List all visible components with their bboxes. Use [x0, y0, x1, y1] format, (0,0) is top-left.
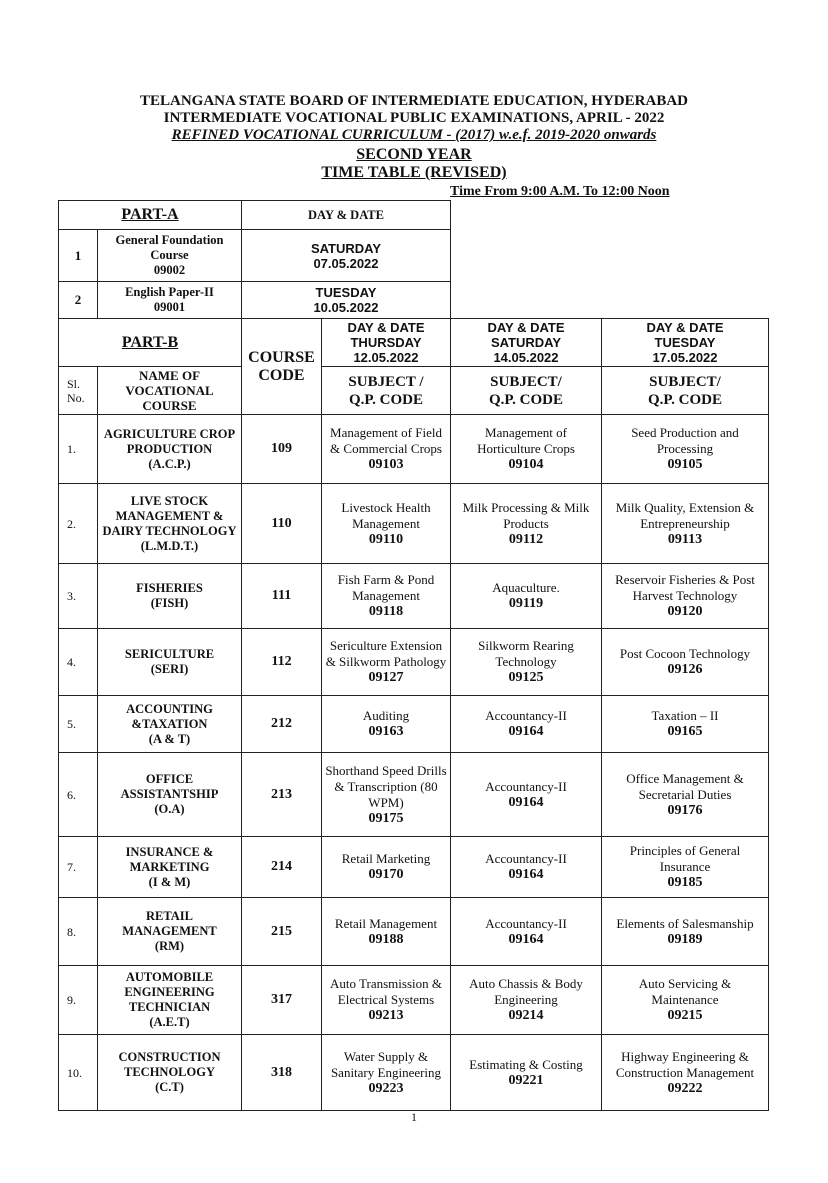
subject-cell	[602, 415, 769, 484]
subject-cell	[451, 629, 602, 696]
course-name	[98, 564, 242, 629]
table-row	[59, 564, 769, 629]
subject-name: Office Management & Secretarial Duties	[626, 770, 744, 802]
subject-header: SUBJECT/ Q.P. CODE	[451, 367, 602, 415]
part-b-table	[58, 318, 769, 1111]
qp-code: 09221	[508, 1072, 544, 1088]
table-row	[59, 629, 769, 696]
course-name	[98, 753, 242, 837]
course-code: 318	[242, 1035, 322, 1111]
sl-no: 2	[59, 282, 98, 319]
sl-no: 10.	[59, 1035, 98, 1111]
course-abbr: (O.A)	[154, 802, 185, 816]
course-name	[98, 415, 242, 484]
sl-no: 6.	[59, 753, 98, 837]
subject-cell	[322, 753, 451, 837]
qp-code: 09164	[508, 794, 544, 810]
course-code: 112	[242, 629, 322, 696]
subject-name: Elements of Salesmanship	[616, 915, 754, 931]
qp-code: 09185	[667, 875, 703, 890]
qp-code: 09104	[508, 457, 544, 472]
subject-name: Sericulture Extension & Silkworm Pathology	[325, 638, 447, 669]
course-abbr: (RM)	[154, 939, 185, 953]
course-abbr: (SERI)	[150, 662, 189, 676]
course-name	[98, 837, 242, 898]
subject-name: Post Cocoon Technology	[619, 646, 751, 661]
timetable-title: TIME TABLE (REVISED)	[321, 164, 507, 181]
subject-name: Accountancy-II	[485, 708, 567, 723]
subject-cell	[602, 564, 769, 629]
subject-cell	[322, 564, 451, 629]
subject-name: Taxation – II	[651, 708, 719, 723]
board-title: TELANGANA STATE BOARD OF INTERMEDIATE EDUCATION, HYDERABAD	[140, 93, 688, 109]
course-title: RETAIL MANAGEMENT	[122, 909, 217, 938]
subject-name: Reservoir Fisheries & Post Harvest Technology	[615, 572, 755, 603]
sl-no-header: Sl. No.	[59, 367, 98, 415]
qp-code: 09163	[368, 724, 404, 739]
subject-header: SUBJECT/ Q.P. CODE	[602, 367, 769, 415]
subject-name: Silkworm Rearing Technology	[478, 638, 574, 669]
table-row	[59, 415, 769, 484]
qp-code: 09213	[368, 1008, 404, 1023]
course-title: OFFICE ASSISTANTSHIP	[120, 772, 219, 801]
course-code: 212	[242, 696, 322, 753]
course-abbr: (FISH)	[150, 596, 189, 610]
qp-code: 09164	[508, 867, 544, 882]
subject-cell	[322, 696, 451, 753]
subject-name: Fish Farm & Pond Management	[337, 572, 435, 603]
subject-cell	[451, 484, 602, 564]
subject-cell	[602, 696, 769, 753]
subject-name: Accountancy-II	[485, 851, 567, 866]
course-title: CONSTRUCTION TECHNOLOGY	[118, 1050, 221, 1079]
subject-cell	[602, 898, 769, 966]
qp-code: 09127	[368, 670, 404, 685]
table-row	[59, 282, 451, 319]
course-abbr: (I & M)	[148, 874, 191, 889]
course-name-header: NAME OF VOCATIONAL COURSE	[98, 367, 242, 415]
subject-name: Retail Marketing	[341, 851, 431, 866]
sl-no: 4.	[59, 629, 98, 696]
subject-cell	[322, 484, 451, 564]
subject-name: Water Supply & Sanitary Engineering	[330, 1048, 442, 1080]
course-title: FISHERIES	[136, 581, 203, 595]
subject-name: Management of Field & Commercial Crops	[330, 425, 442, 456]
course-title: INSURANCE & MARKETING	[125, 844, 214, 874]
part-b-title: PART-B	[59, 319, 242, 367]
qp-code: 09118	[368, 604, 404, 619]
course-code: 109	[242, 415, 322, 484]
subject-name: Milk Processing & Milk Products	[462, 499, 590, 531]
part-a-table	[58, 200, 451, 319]
subject-cell	[602, 1035, 769, 1111]
subject-cell	[322, 1035, 451, 1111]
subject-cell	[602, 629, 769, 696]
sl-no: 9.	[59, 966, 98, 1035]
subject-cell	[451, 696, 602, 753]
sl-no: 1	[59, 230, 98, 282]
subject-name: Aquaculture.	[492, 580, 560, 595]
course-name	[98, 629, 242, 696]
table-row	[59, 1035, 769, 1111]
sl-no: 3.	[59, 564, 98, 629]
page-number: 1	[411, 1110, 417, 1124]
subject-cell	[602, 484, 769, 564]
part-a-title: PART-A	[59, 201, 242, 230]
exam-date: SATURDAY 07.05.2022	[242, 230, 451, 282]
qp-code: 09215	[667, 1008, 703, 1023]
table-row	[59, 753, 769, 837]
year-title: SECOND YEAR	[356, 146, 472, 163]
course-abbr: (A.C.P.)	[148, 456, 191, 471]
course-title: AGRICULTURE CROP PRODUCTION	[103, 426, 236, 456]
course-code: 111	[242, 564, 322, 629]
subject-name: Management of Horticulture Crops	[477, 425, 575, 456]
subject-name: Livestock Health Management	[341, 499, 431, 531]
qp-code: 09119	[508, 596, 544, 611]
subject-cell	[451, 966, 602, 1035]
table-row	[59, 966, 769, 1035]
qp-code: 09113	[667, 531, 703, 547]
subject-name: Retail Management	[334, 915, 438, 931]
exam-title: INTERMEDIATE VOCATIONAL PUBLIC EXAMINATIONS, APRIL - 2022	[163, 110, 665, 126]
qp-code: 09176	[667, 802, 703, 818]
qp-code: 09103	[368, 457, 404, 472]
table-row	[59, 484, 769, 564]
day-header: DAY & DATE THURSDAY 12.05.2022	[322, 319, 451, 367]
course-abbr: (A.E.T)	[149, 1015, 190, 1029]
course: General Foundation Course 09002	[98, 230, 242, 282]
course-title: SERICULTURE	[124, 647, 215, 661]
course-abbr: (C.T)	[155, 1080, 184, 1094]
subject-name: Accountancy-II	[485, 915, 567, 931]
course-code: 214	[242, 837, 322, 898]
subject-name: Milk Quality, Extension & Entrepreneurship	[615, 499, 755, 531]
qp-code: 09120	[667, 604, 703, 619]
subject-name: Seed Production and Processing	[631, 425, 739, 456]
course-name	[98, 966, 242, 1035]
subject-cell	[322, 837, 451, 898]
table-row	[59, 230, 451, 282]
subject-cell	[451, 564, 602, 629]
qp-code: 09189	[667, 931, 703, 947]
subject-name: Auto Servicing & Maintenance	[638, 976, 732, 1007]
course-name	[98, 484, 242, 564]
sl-no: 5.	[59, 696, 98, 753]
subject-name: Accountancy-II	[485, 778, 567, 794]
subject-name: Auto Chassis & Body Engineering	[469, 976, 583, 1007]
course-code-header: COURSE CODE	[242, 319, 322, 415]
subject-name: Estimating & Costing	[469, 1056, 583, 1072]
sl-no: 2.	[59, 484, 98, 564]
qp-code: 09125	[508, 670, 544, 685]
course: English Paper-II 09001	[98, 282, 242, 319]
qp-code: 09126	[667, 662, 703, 677]
subject-cell	[322, 966, 451, 1035]
qp-code: 09188	[368, 931, 404, 947]
subject-cell	[602, 966, 769, 1035]
curriculum-title: REFINED VOCATIONAL CURRICULUM - (2017) w.e.f. 2019-2020 onwards	[171, 127, 657, 143]
qp-code: 09164	[508, 724, 544, 739]
qp-code: 09165	[667, 724, 703, 739]
day-date-label: DAY & DATE	[242, 201, 451, 230]
course-code: 317	[242, 966, 322, 1035]
subject-cell	[322, 898, 451, 966]
table-row	[59, 696, 769, 753]
qp-code: 09110	[368, 531, 404, 547]
course-name	[98, 898, 242, 966]
subject-cell	[451, 753, 602, 837]
course-name	[98, 1035, 242, 1111]
sl-no: 1.	[59, 415, 98, 484]
course-abbr: (A & T)	[148, 731, 191, 746]
day-header: DAY & DATE SATURDAY 14.05.2022	[451, 319, 602, 367]
qp-code: 09214	[508, 1008, 544, 1023]
sl-no: 7.	[59, 837, 98, 898]
subject-cell	[322, 629, 451, 696]
qp-code: 09112	[508, 531, 544, 547]
subject-name: Auto Transmission & Electrical Systems	[330, 976, 442, 1007]
subject-cell	[322, 415, 451, 484]
subject-name: Shorthand Speed Drills & Transcription (80 WPM)	[325, 762, 447, 810]
qp-code: 09223	[368, 1080, 404, 1096]
subject-header: SUBJECT / Q.P. CODE	[322, 367, 451, 415]
course-code: 213	[242, 753, 322, 837]
course-name	[98, 696, 242, 753]
qp-code: 09105	[667, 457, 703, 472]
subject-cell	[451, 1035, 602, 1111]
qp-code: 09175	[368, 810, 404, 826]
subject-name: Auditing	[362, 708, 410, 723]
subject-name: Principles of General Insurance	[629, 843, 741, 874]
exam-date: TUESDAY 10.05.2022	[242, 282, 451, 319]
qp-code: 09170	[368, 867, 404, 882]
course-title: AUTOMOBILE ENGINEERING TECHNICIAN	[124, 970, 215, 1014]
table-row	[59, 898, 769, 966]
course-title: LIVE STOCK MANAGEMENT & DAIRY TECHNOLOGY	[102, 493, 237, 538]
course-title: ACCOUNTING &TAXATION	[126, 701, 213, 731]
subject-cell	[602, 753, 769, 837]
subject-cell	[451, 415, 602, 484]
day-header: DAY & DATE TUESDAY 17.05.2022	[602, 319, 769, 367]
subject-cell	[451, 837, 602, 898]
subject-cell	[451, 898, 602, 966]
table-row	[59, 837, 769, 898]
subject-cell	[602, 837, 769, 898]
course-abbr: (L.M.D.T.)	[140, 538, 199, 553]
qp-code: 09164	[508, 931, 544, 947]
qp-code: 09222	[667, 1080, 703, 1096]
exam-time: Time From 9:00 A.M. To 12:00 Noon	[450, 184, 670, 199]
subject-name: Highway Engineering & Construction Management	[615, 1048, 755, 1080]
sl-no: 8.	[59, 898, 98, 966]
course-code: 215	[242, 898, 322, 966]
course-code: 110	[242, 484, 322, 564]
